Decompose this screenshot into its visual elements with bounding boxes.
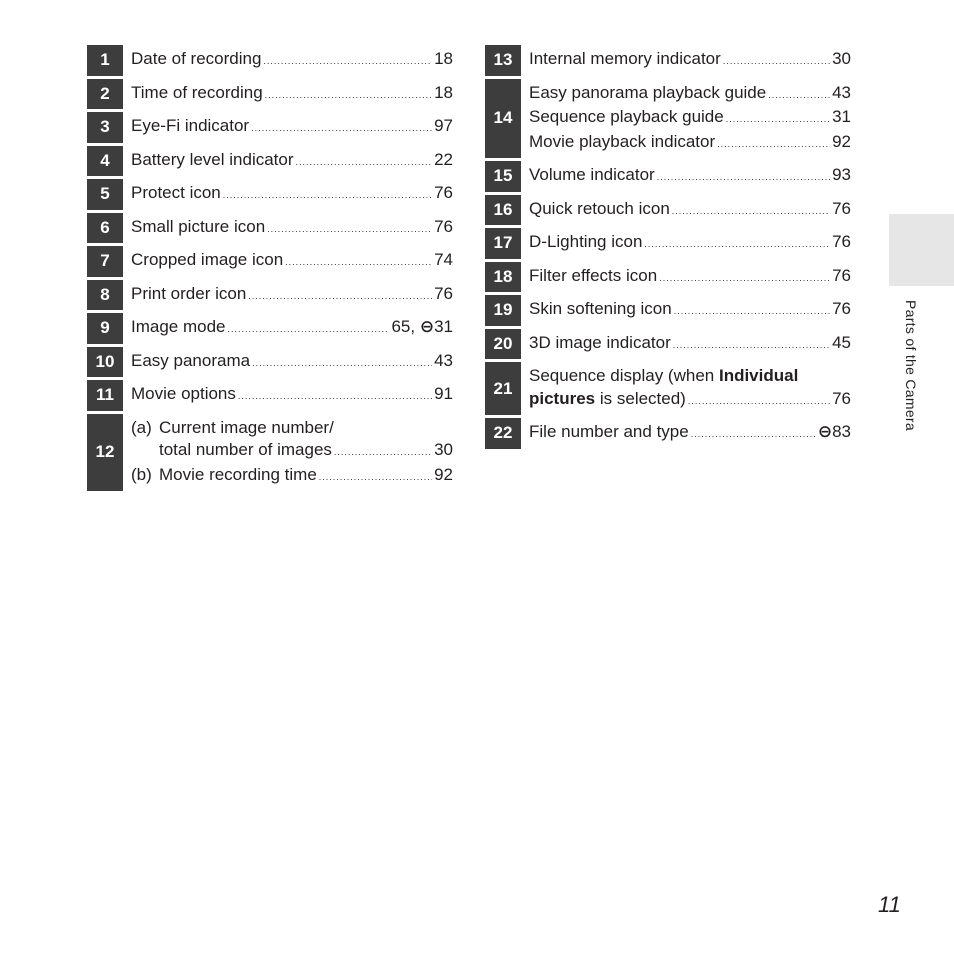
page-number-ref: 43 [434, 350, 453, 370]
entry-line [131, 82, 453, 107]
item-number: 8 [87, 280, 123, 311]
page-number-ref: 76 [434, 183, 453, 202]
legend-row [485, 362, 856, 415]
page-reference [832, 198, 851, 221]
entry-label [529, 388, 686, 411]
page-reference [832, 48, 851, 71]
page-reference [434, 182, 453, 205]
entry-label: Battery level indicator [131, 149, 294, 169]
legend-description [123, 213, 458, 244]
page-number-ref: 83 [832, 422, 851, 441]
dot-leader [644, 233, 830, 256]
page-number-ref: 92 [832, 131, 851, 151]
dot-leader [265, 84, 432, 107]
dot-leader [228, 318, 390, 341]
legend-description [123, 414, 458, 492]
page-number-ref: 91 [434, 384, 453, 403]
left-legend-body [87, 45, 458, 491]
entry-label: Eye-Fi indicator [131, 116, 250, 135]
entry-line [159, 439, 453, 464]
page-reference [434, 82, 453, 105]
dot-leader [673, 334, 830, 357]
legend-row [485, 295, 856, 326]
entry-label-bold: Individual [718, 366, 799, 385]
page-reference [832, 131, 851, 154]
legend-row [485, 79, 856, 159]
page-reference [832, 106, 851, 129]
page-number-ref: 97 [434, 116, 453, 135]
page-reference [434, 464, 453, 487]
right-legend-table [485, 42, 856, 452]
item-number: 1 [87, 45, 123, 76]
legend-description [521, 161, 856, 192]
page-number-ref: 76 [832, 388, 851, 408]
entry-line [131, 350, 453, 375]
dot-leader [285, 251, 432, 274]
dot-leader [717, 133, 830, 156]
page-number-ref: 76 [434, 283, 453, 303]
page-reference [434, 249, 453, 272]
entry-label-text: Sequence display (when [529, 366, 719, 385]
entry-label: Volume indicator [529, 165, 655, 184]
page-number-ref: 43 [832, 82, 851, 102]
legend-description [123, 246, 458, 277]
page-reference [832, 82, 851, 105]
reference-section-icon: ⊖ [817, 422, 833, 441]
page-number-ref: 30 [832, 49, 851, 68]
item-number: 14 [485, 79, 521, 159]
legend-row [87, 280, 458, 311]
legend-row [485, 329, 856, 360]
entry-label: Movie playback indicator [529, 131, 716, 151]
legend-description [123, 112, 458, 143]
entry-label: Date of recording [131, 49, 262, 68]
dot-leader [657, 166, 830, 189]
legend-row [87, 179, 458, 210]
dot-leader [659, 267, 830, 290]
page-reference [832, 332, 851, 355]
dot-leader [263, 50, 432, 73]
page-reference [434, 283, 453, 306]
page-number-ref: 18 [434, 49, 453, 68]
page-number-ref: 45 [832, 332, 851, 352]
entry-label [529, 365, 798, 388]
dot-leader [691, 423, 816, 446]
legend-row [485, 228, 856, 259]
item-number: 21 [485, 362, 521, 415]
page-number-ref: 76 [832, 299, 851, 318]
legend-description [521, 79, 856, 159]
item-number: 20 [485, 329, 521, 360]
page-reference [434, 149, 453, 172]
sub-entry-a [131, 417, 453, 464]
reference-section-icon: ⊖ [419, 317, 435, 336]
entry-label: Skin softening icon [529, 299, 672, 318]
entry-line [529, 131, 851, 156]
entry-label: Easy panorama [131, 350, 251, 370]
sub-entry-body [159, 464, 453, 489]
page-number-ref: 76 [434, 216, 453, 236]
legend-row [87, 380, 458, 411]
page-reference [832, 164, 851, 187]
item-number: 5 [87, 179, 123, 210]
item-number: 7 [87, 246, 123, 277]
legend-row [87, 246, 458, 277]
entry-line [529, 48, 851, 73]
legend-row [87, 79, 458, 110]
entry-line [529, 365, 851, 388]
page-reference [832, 298, 851, 321]
item-number: 17 [485, 228, 521, 259]
entry-label: Movie options [131, 384, 236, 403]
legend-row [87, 45, 458, 76]
entry-line [131, 149, 453, 174]
dot-leader [674, 300, 830, 323]
legend-row [87, 313, 458, 344]
item-number: 4 [87, 146, 123, 177]
section-tab [889, 214, 954, 286]
page-reference [434, 383, 453, 406]
page-number-ref: 76 [832, 232, 851, 251]
dot-leader [252, 352, 432, 375]
dot-leader [296, 151, 433, 174]
item-number: 12 [87, 414, 123, 492]
entry-line [529, 231, 851, 256]
entry-line [529, 106, 851, 131]
entry-label: Movie recording time [159, 464, 317, 484]
entry-label-text: is selected) [595, 388, 686, 408]
entry-line [529, 298, 851, 323]
entry-line [131, 283, 453, 308]
entry-label: Sequence playback guide [529, 107, 724, 126]
dot-leader [223, 184, 432, 207]
item-number: 22 [485, 418, 521, 449]
legend-description [521, 362, 856, 415]
legend-description [123, 79, 458, 110]
item-number: 6 [87, 213, 123, 244]
page-reference [434, 48, 453, 71]
legend-description [123, 347, 458, 378]
item-number: 3 [87, 112, 123, 143]
entry-line [131, 316, 453, 341]
entry-label: Current image number/ [159, 417, 334, 437]
page-number-ref: 76 [832, 265, 851, 285]
legend-description [123, 45, 458, 76]
item-number: 18 [485, 262, 521, 293]
legend-row [485, 262, 856, 293]
entry-line [131, 48, 453, 73]
sub-entry-b [131, 464, 453, 489]
entry-label: total number of images [159, 440, 332, 459]
legend-row [87, 112, 458, 143]
dot-leader [319, 466, 432, 489]
dot-leader [267, 218, 432, 241]
legend-description [521, 418, 856, 449]
left-legend-table [87, 42, 458, 494]
legend-row [87, 213, 458, 244]
legend-description [123, 179, 458, 210]
legend-description [521, 228, 856, 259]
page-number-ref: 93 [832, 165, 851, 184]
page-number: 11 [878, 892, 901, 917]
page-reference [832, 265, 851, 288]
legend-row [485, 418, 856, 449]
page-number-ref: 92 [434, 464, 453, 484]
dot-leader [672, 200, 830, 223]
page-reference [818, 421, 851, 444]
entry-label: Cropped image icon [131, 250, 284, 269]
entry-label: Time of recording [131, 82, 263, 102]
entry-line [159, 464, 453, 489]
entry-label: Easy panorama playback guide [529, 82, 767, 102]
item-number: 19 [485, 295, 521, 326]
entry-line [131, 182, 453, 207]
entry-label: Small picture icon [131, 216, 266, 236]
dot-leader [238, 385, 432, 408]
legend-row [87, 146, 458, 177]
legend-row [87, 347, 458, 378]
entry-label: Internal memory indicator [529, 49, 721, 68]
legend-description [123, 313, 458, 344]
dot-leader [251, 117, 432, 140]
sub-entry-marker: (a) [131, 417, 152, 437]
entry-label: Quick retouch icon [529, 198, 670, 218]
page-reference [391, 316, 453, 339]
page-reference-prefix: 65, [391, 317, 420, 336]
dot-leader [723, 50, 830, 73]
entry-line [131, 216, 453, 241]
entry-line [131, 249, 453, 274]
page-reference [832, 388, 851, 411]
dot-leader [688, 390, 830, 413]
page-reference [434, 350, 453, 373]
page-number-ref: 18 [434, 82, 453, 102]
page-reference [434, 216, 453, 239]
item-number: 15 [485, 161, 521, 192]
entry-label: 3D image indicator [529, 332, 671, 352]
legend-description [521, 295, 856, 326]
page-reference [832, 231, 851, 254]
item-number: 13 [485, 45, 521, 76]
entry-line [529, 265, 851, 290]
dot-leader [334, 441, 432, 464]
entry-line [529, 421, 851, 446]
sub-entry-marker: (b) [131, 464, 152, 484]
entry-label: Image mode [131, 317, 226, 336]
legend-description [123, 380, 458, 411]
entry-label: D-Lighting icon [529, 232, 643, 251]
entry-line [529, 82, 851, 107]
entry-label: Print order icon [131, 283, 247, 303]
right-legend-body [485, 45, 856, 449]
legend-description [123, 146, 458, 177]
page-reference [434, 439, 453, 462]
item-number: 9 [87, 313, 123, 344]
entry-line [529, 198, 851, 223]
legend-row [87, 414, 458, 492]
item-number: 10 [87, 347, 123, 378]
page-number-ref: 30 [434, 440, 453, 459]
legend-description [521, 45, 856, 76]
item-number: 2 [87, 79, 123, 110]
entry-label-bold: pictures [529, 388, 596, 408]
legend-description [123, 280, 458, 311]
entry-line [529, 332, 851, 357]
dot-leader [248, 285, 432, 308]
legend-row [485, 45, 856, 76]
entry-label: Filter effects icon [529, 265, 658, 285]
legend-description [521, 329, 856, 360]
legend-row [485, 161, 856, 192]
entry-line [529, 164, 851, 189]
page-number-ref: 22 [434, 149, 453, 169]
page-number-ref: 31 [434, 317, 453, 336]
entry-line [131, 383, 453, 408]
dot-leader [726, 108, 830, 131]
page-number-ref: 74 [434, 250, 453, 269]
legend-row [485, 195, 856, 226]
item-number: 16 [485, 195, 521, 226]
dot-leader [768, 84, 830, 107]
item-number: 11 [87, 380, 123, 411]
entry-line [529, 388, 851, 413]
entry-label: Protect icon [131, 183, 221, 202]
page-number-ref: 31 [832, 107, 851, 126]
legend-description [521, 262, 856, 293]
section-tab-label: Parts of the Camera [903, 300, 919, 431]
page-reference [434, 115, 453, 138]
entry-label: File number and type [529, 422, 689, 441]
page-number-ref: 76 [832, 198, 851, 218]
entry-line [131, 115, 453, 140]
sub-entry-body [159, 417, 453, 464]
legend-description [521, 195, 856, 226]
